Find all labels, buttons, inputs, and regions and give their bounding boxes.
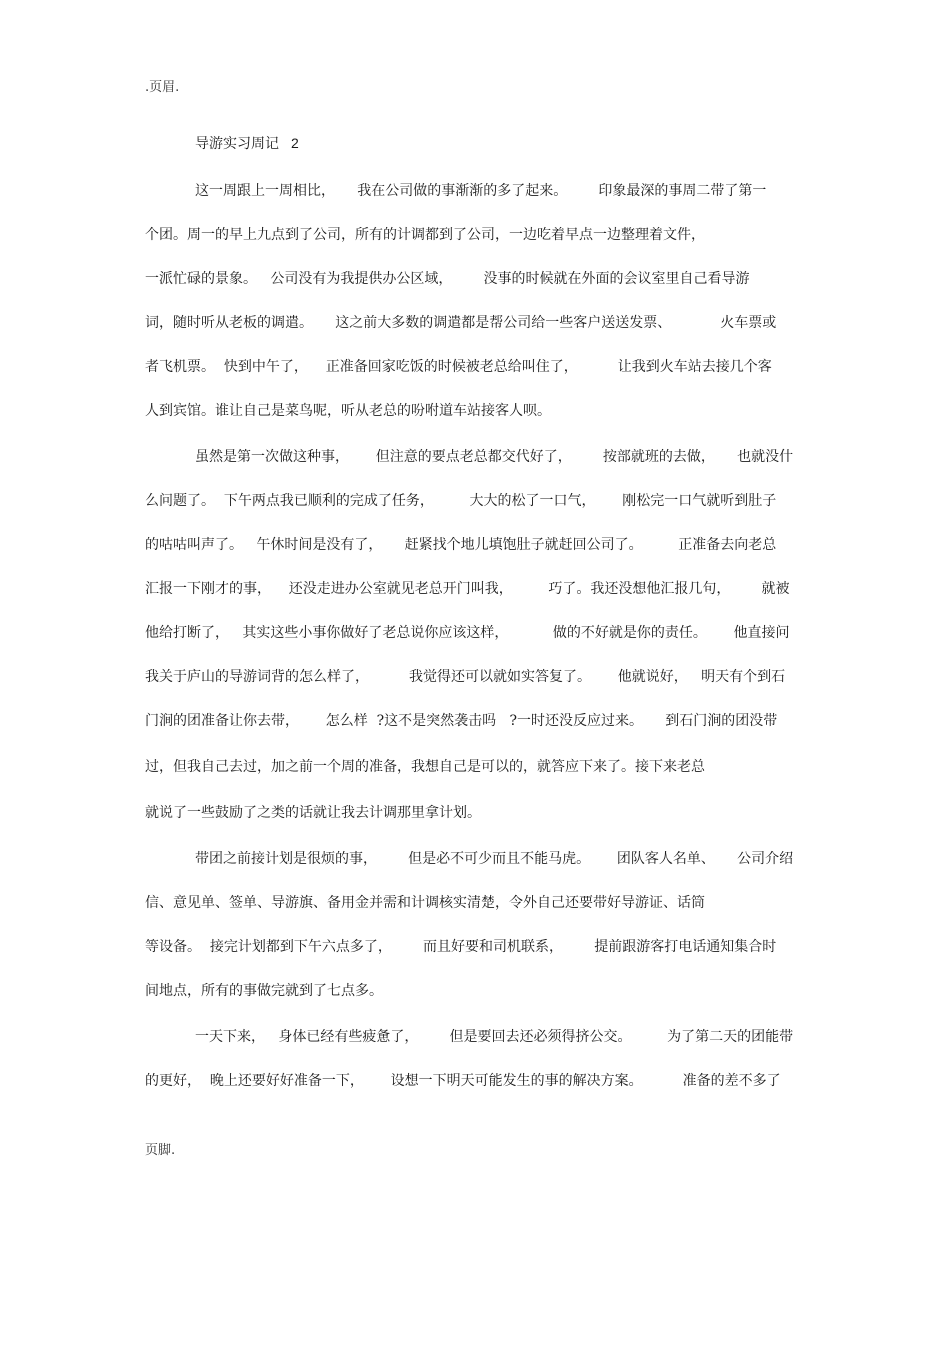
text-line: 他给打断了， 其实这些小事你做好了老总说你应该这样， 做的不好就是你的责任。 他直接问 (145, 625, 790, 641)
text-line: 虽然是第一次做这种事， 但注意的要点老总都交代好了， 按部就班的去做， 也就没什 (195, 449, 794, 465)
title-number: 2 (291, 135, 299, 151)
text-line: 汇报一下刚才的事， 还没走进办公室就见老总开门叫我， 巧了。我还没想他汇报几句， 就被 (145, 581, 790, 597)
text-line: 间地点，所有的事做完就到了七点多。 (145, 983, 383, 999)
text-line: 带团之前接计划是很烦的事， 但是必不可少而且不能马虎。 团队客人名单、 公司介绍 (195, 851, 794, 867)
text-line: 词，随时听从老板的调遣。 这之前大多数的调遣都是帮公司给一些客户送送发票、 火车票或 (145, 315, 777, 331)
text-line: 这一周跟上一周相比， 我在公司做的事渐渐的多了起来。 印象最深的事周二带了第一 (195, 183, 767, 199)
page-footer: 页脚. (145, 1143, 176, 1158)
text-line: 过，但我自己去过，加之前一个周的准备，我想自己是可以的，就答应下来了。接下来老总 (145, 759, 705, 775)
text-line: 的更好， 晚上还要好好准备一下， 设想一下明天可能发生的事的解决方案。 准备的差不多了 (145, 1073, 781, 1089)
page-header: .页眉. (145, 80, 180, 95)
text-line: 就说了一些鼓励了之类的话就让我去计调那里拿计划。 (145, 805, 481, 821)
text-line: 信、意见单、签单、导游旗、备用金并需和计调核实清楚，令外自己还要带好导游证、话筒 (145, 895, 705, 911)
text-line: 一天下来， 身体已经有些疲惫了， 但是要回去还必须得挤公交。 为了第二天的团能带 (195, 1029, 794, 1045)
text-line: 一派忙碌的景象。 公司没有为我提供办公区域， 没事的时候就在外面的会议室里自己看导游 (145, 271, 750, 287)
text-line: 的咕咕叫声了。 午休时间是没有了， 赶紧找个地儿填饱肚子就赶回公司了。 正准备去向老总 (145, 537, 777, 553)
text-line: 个团。周一的早上九点到了公司，所有的计调都到了公司，一边吃着早点一边整理着文件， (145, 227, 705, 243)
text-line: 门涧的团准备让你去带， 怎么样 ?这不是突然袭击吗 ?一时还没反应过来。 到石门涧的团没带 (145, 713, 778, 729)
text-line: 么问题了。 下午两点我已顺利的完成了任务， 大大的松了一口气， 刚松完一口气就听到肚子 (145, 493, 777, 509)
text-line: 等设备。 接完计划都到下午六点多了， 而且好要和司机联系， 提前跟游客打电话通知集合时 (145, 939, 777, 955)
title-text: 导游实习周记 (195, 136, 279, 152)
text-line: 我关于庐山的导游词背的怎么样了， 我觉得还可以就如实答复了。 他就说好， 明天有个到石 (145, 669, 786, 685)
text-line: 者飞机票。 快到中午了， 正准备回家吃饭的时候被老总给叫住了， 让我到火车站去接几个客 (145, 359, 772, 375)
document-title (195, 133, 299, 153)
text-line: 人到宾馆。谁让自己是菜鸟呢，听从老总的吩咐道车站接客人呗。 (145, 403, 551, 419)
